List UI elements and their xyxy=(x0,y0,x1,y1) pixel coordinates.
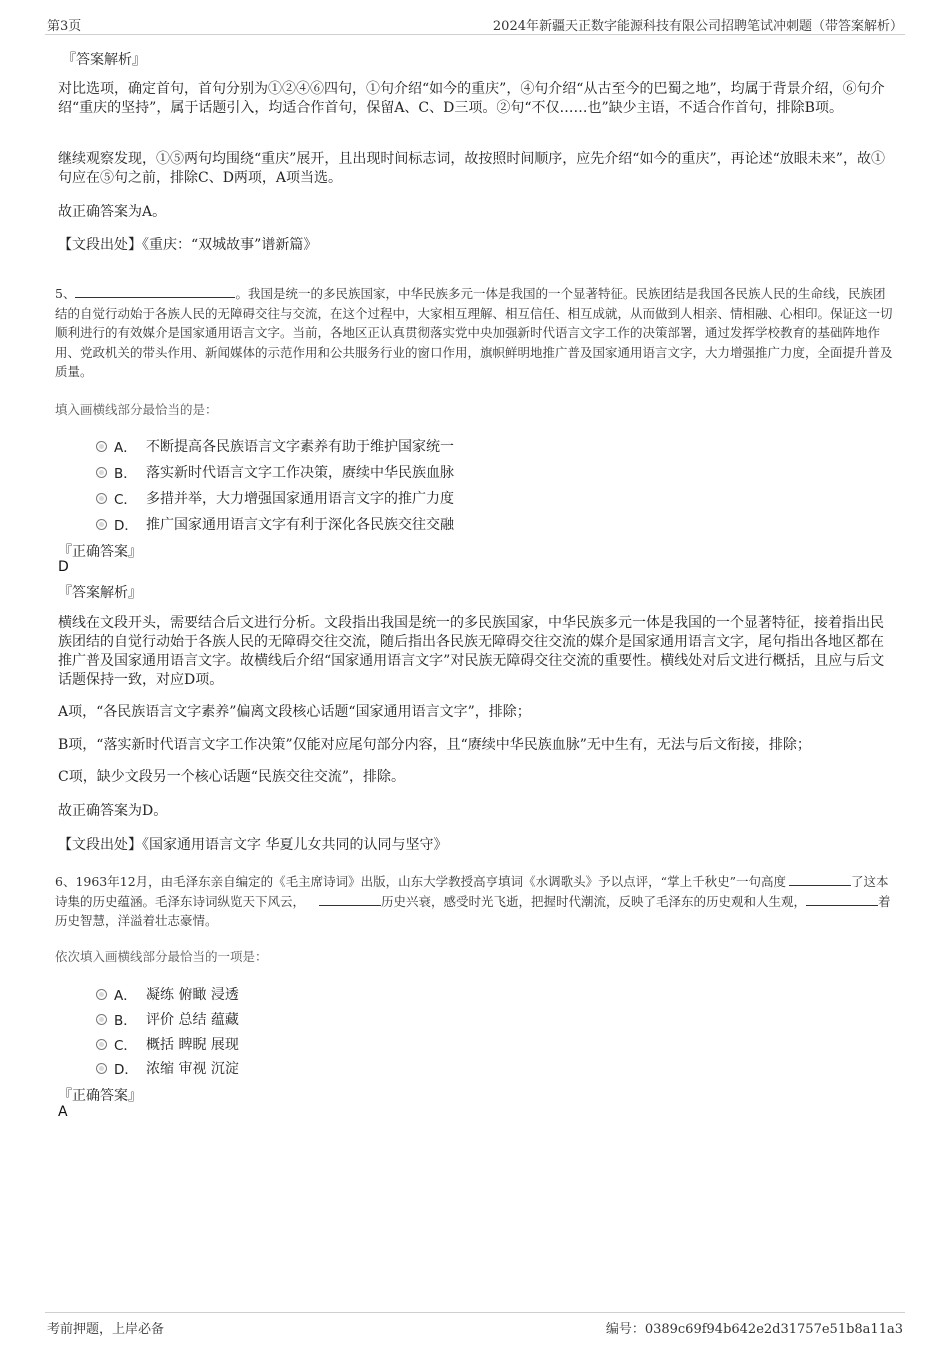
correct-answer-label: 『正确答案』 xyxy=(58,1088,142,1104)
question-text: 历史兴衰，感受时光飞逝，把握时代潮流，反映了毛泽东的历史观和人生观， xyxy=(381,893,807,909)
analysis-paragraph: 继续观察发现，①⑤两句均围绕“重庆”展开，且出现时间标志词，故按照时间顺序，应先介绍“如今的重庆”，再论述“放眼未来”，故①句应在⑤句之前，排除C、D两项，A项当选。 xyxy=(58,151,885,186)
fill-blank xyxy=(806,893,878,906)
source-citation: 【文段出处】《国家通用语言文字 华夏儿女共同的认同与坚守》 xyxy=(58,837,448,853)
correct-answer: A xyxy=(58,1104,68,1120)
question-text: 1963年12月，由毛泽东亲自编定的《毛主席诗词》出版，山东大学教授高亨填词《水调歌头》予以点评，“掌上千秋史”一句高度 xyxy=(75,874,786,889)
option-text: 落实新时代语言文字工作决策，赓续中华民族血脉 xyxy=(146,465,454,481)
footer-slogan: 考前押题，上岸必备 xyxy=(47,1322,165,1337)
document-serial: 编号：0389c69f94b642e2d31757e51b8a11a3 xyxy=(605,1322,903,1337)
question-text: 了这本诗集的历史蕴涵。毛泽东诗词纵览天下风云， xyxy=(55,874,889,909)
option-key: B． xyxy=(114,466,137,482)
source-citation: 【文段出处】《重庆：“双城故事”谱新篇》 xyxy=(58,237,318,253)
page-footer xyxy=(45,1312,905,1337)
option-key: A． xyxy=(114,440,137,456)
question-text: 。我国是统一的多民族国家，中华民族多元一体是我国的一个显著特征。民族团结是我国各民族人民的生命线，民族团结的自觉行动始于各族人民的无障碍交往与交流，在这个过程中，大家相互理解、相互信任、相互成就，从而做到人相亲、情相融、心相印。保证这一切顺利进行的有效媒介是国家通用语言文字。当前，各地区正认真贯彻落实党中央加强新时代语言文字工作的决策部署，通过发挥学校教育的基础阵地作用、党政机关的带头作用、新闻媒体的示范作用和公共服务行业的窗口作用，旗帜鲜明地推广普及国家通用语言文字，大力增强推广力度，全面提升普及质量。 xyxy=(55,286,893,379)
analysis-paragraph: 对比选项，确定首句，首句分别为①②④⑥四句，①句介绍“如今的重庆”，④句介绍“从古至今的巴蜀之地”，均属于背景介绍，⑥句介绍“重庆的坚持”，属于话题引入，均适合作首句，保留A、C、D三项。②句“不仅……也”缺少主语，不适合作首句，排除B项。 xyxy=(58,81,885,116)
option-text: 推广国家通用语言文字有利于深化各民族交往交融 xyxy=(146,517,454,533)
analysis-paragraph: 横线在文段开头，需要结合后文进行分析。文段指出我国是统一的多民族国家，中华民族多元一体是我国的一个显著特征，接着指出民族团结的自觉行动始于各族人民的无障碍交往交流，随后指出各民族无障碍交往交流的媒介是国家通用语言文字，尾句指出各地区都在推广普及国家通用语言文字。故横线后介绍“国家通用语言文字”对民族无障碍交往交流的重要性。横线处对后文进行概括，且应与后文话题保持一致，对应D项。 xyxy=(58,615,885,688)
question-text: 着历史智慧，洋溢着壮志豪情。 xyxy=(55,893,891,928)
correct-answer: D xyxy=(58,559,69,575)
page-header xyxy=(45,12,905,35)
option-key: D． xyxy=(114,1062,138,1078)
radio-icon[interactable] xyxy=(96,1063,107,1074)
option-note: B项，“落实新时代语言文字工作决策”仅能对应尾句部分内容，且“赓续中华民族血脉”无中生有，无法与后文衔接，排除； xyxy=(58,737,811,753)
radio-icon[interactable] xyxy=(96,989,107,1000)
question-number: 6、 xyxy=(55,874,76,889)
option-key: C． xyxy=(114,492,137,508)
radio-icon[interactable] xyxy=(96,441,107,452)
option-text: 多措并举，大力增强国家通用语言文字的推广力度 xyxy=(146,491,454,507)
option-note: A项，“各民族语言文字素养”偏离文段核心话题“国家通用语言文字”，排除； xyxy=(58,704,531,720)
analysis-label: 『答案解析』 xyxy=(58,585,142,601)
option-key: B． xyxy=(114,1013,137,1029)
correct-answer-label: 『正确答案』 xyxy=(58,544,142,560)
option-key: C． xyxy=(114,1038,137,1054)
question-stem xyxy=(55,872,900,931)
radio-icon[interactable] xyxy=(96,519,107,530)
option-text: 不断提高各民族语言文字素养有助于维护国家统一 xyxy=(146,439,454,455)
radio-icon[interactable] xyxy=(96,493,107,504)
conclusion: 故正确答案为D。 xyxy=(58,803,168,819)
radio-icon[interactable] xyxy=(96,1014,107,1025)
question-number: 5、 xyxy=(55,286,76,301)
page-number: 第3页 xyxy=(47,19,82,34)
question-instruction: 依次填入画横线部分最恰当的一项是： xyxy=(55,949,268,964)
conclusion: 故正确答案为A。 xyxy=(58,204,167,220)
option-key: A． xyxy=(114,988,137,1004)
option-text: 概括 睥睨 展现 xyxy=(146,1037,239,1053)
radio-icon[interactable] xyxy=(96,1039,107,1050)
radio-icon[interactable] xyxy=(96,467,107,478)
option-key: D． xyxy=(114,518,138,534)
option-text: 凝练 俯瞰 浸透 xyxy=(146,987,239,1003)
option-note: C项，缺少文段另一个核心话题“民族交往交流”，排除。 xyxy=(58,769,406,785)
fill-blank xyxy=(75,285,235,298)
document-title: 2024年新疆天正数字能源科技有限公司招聘笔试冲刺题（带答案解析） xyxy=(492,19,903,34)
fill-blank xyxy=(319,893,381,906)
question-stem xyxy=(55,284,895,382)
analysis-label: 『答案解析』 xyxy=(62,52,146,68)
question-instruction: 填入画横线部分最恰当的是： xyxy=(55,402,218,417)
option-text: 评价 总结 蕴藏 xyxy=(146,1012,239,1028)
option-text: 浓缩 审视 沉淀 xyxy=(146,1061,239,1077)
fill-blank xyxy=(789,873,851,886)
